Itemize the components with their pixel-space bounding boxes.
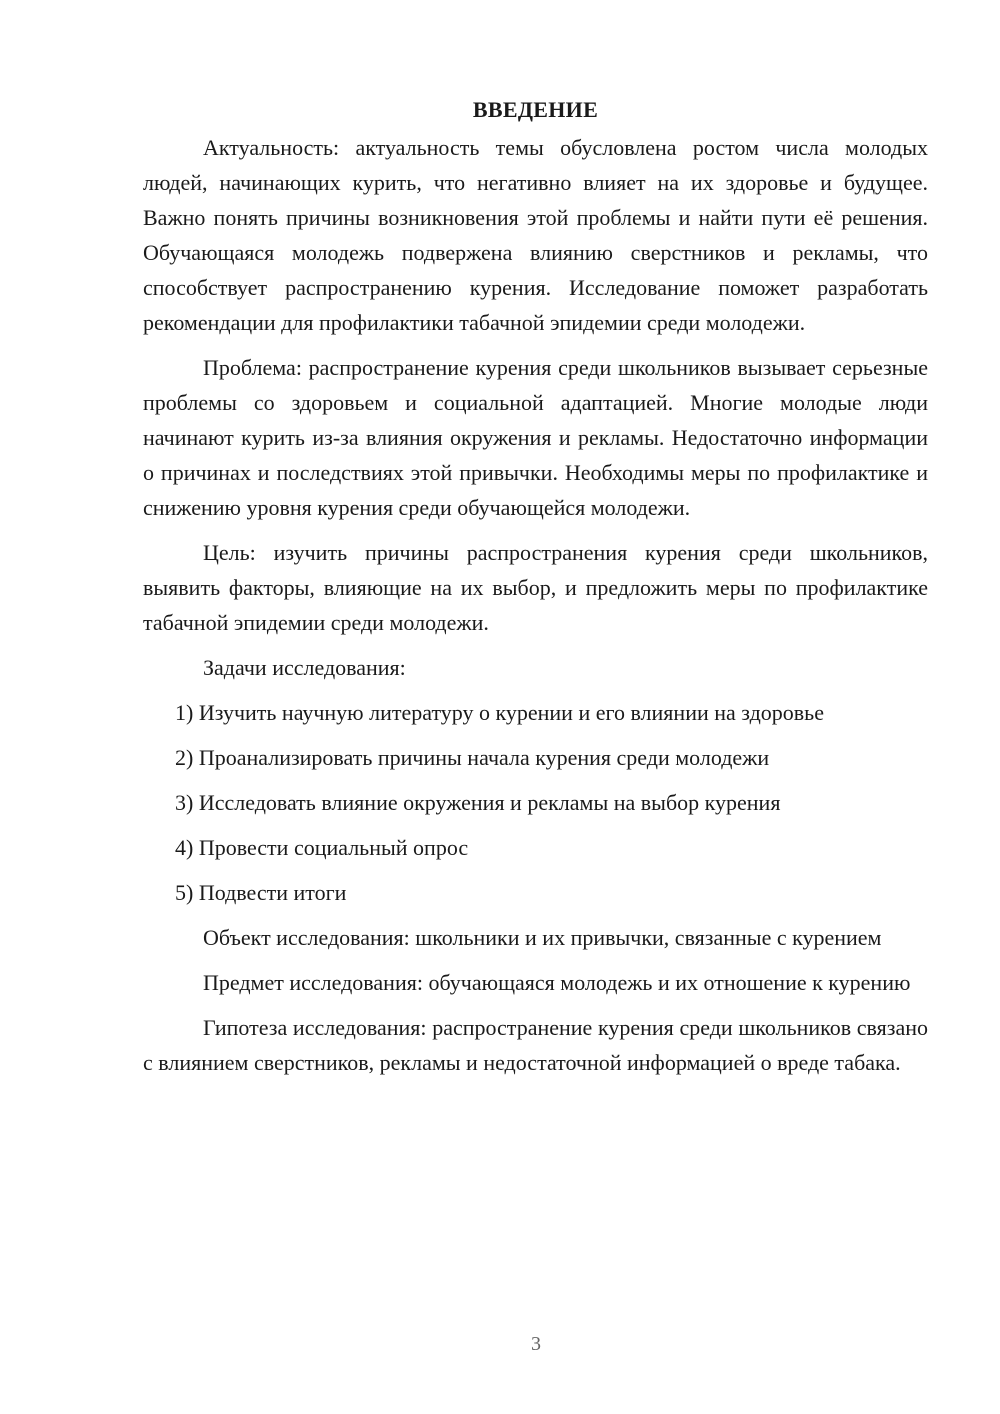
- relevance-paragraph: Актуальность: актуальность темы обусловлена ростом числа молодых людей, начинающих курить, что негативно влияет на их здоровье и будущее. Важно понять причины возникновения этой проблемы и найти пути её решения. Обучающаяся молодежь подвержена влиянию сверстников и рекламы, что способствует распространению курения. Исследование поможет разработать рекомендации для профилактики табачной эпидемии среди молодежи.: [143, 135, 928, 335]
- task-item: 3) Исследовать влияние окружения и рекламы на выбор курения: [175, 790, 781, 815]
- task-item: 1) Изучить научную литературу о курении и его влиянии на здоровье: [175, 700, 824, 725]
- task-item: 2) Проанализировать причины начала курения среди молодежи: [175, 745, 770, 770]
- tasks-list: [143, 695, 928, 910]
- document-page: [143, 92, 928, 1090]
- task-item: 4) Провести социальный опрос: [175, 835, 469, 860]
- task-item: 5) Подвести итоги: [175, 880, 347, 905]
- page-number: 3: [531, 1333, 541, 1355]
- problem-paragraph: Проблема: распространение курения среди школьников вызывает серьезные проблемы со здоровьем и социальной адаптацией. Многие молодые люди начинают курить из-за влияния окружения и рекламы. Недостаточно информации о причинах и последствиях этой привычки. Необходимы меры по профилактике и снижению уровня курения среди обучающейся молодежи.: [143, 355, 928, 520]
- tasks-heading: Задачи исследования:: [203, 655, 406, 680]
- goal-paragraph: Цель: изучить причины распространения курения среди школьников, выявить факторы, влияющие на их выбор, и предложить меры по профилактике табачной эпидемии среди молодежи.: [143, 540, 928, 635]
- object-paragraph: Объект исследования: школьники и их привычки, связанные с курением: [203, 925, 882, 950]
- hypothesis-paragraph: Гипотеза исследования: распространение курения среди школьников связано с влиянием сверстников, рекламы и недостаточной информацией о вреде табака.: [143, 1015, 928, 1075]
- section-title: ВВЕДЕНИЕ: [472, 97, 599, 122]
- subject-paragraph: Предмет исследования: обучающаяся молодежь и их отношение к курению: [203, 970, 911, 995]
